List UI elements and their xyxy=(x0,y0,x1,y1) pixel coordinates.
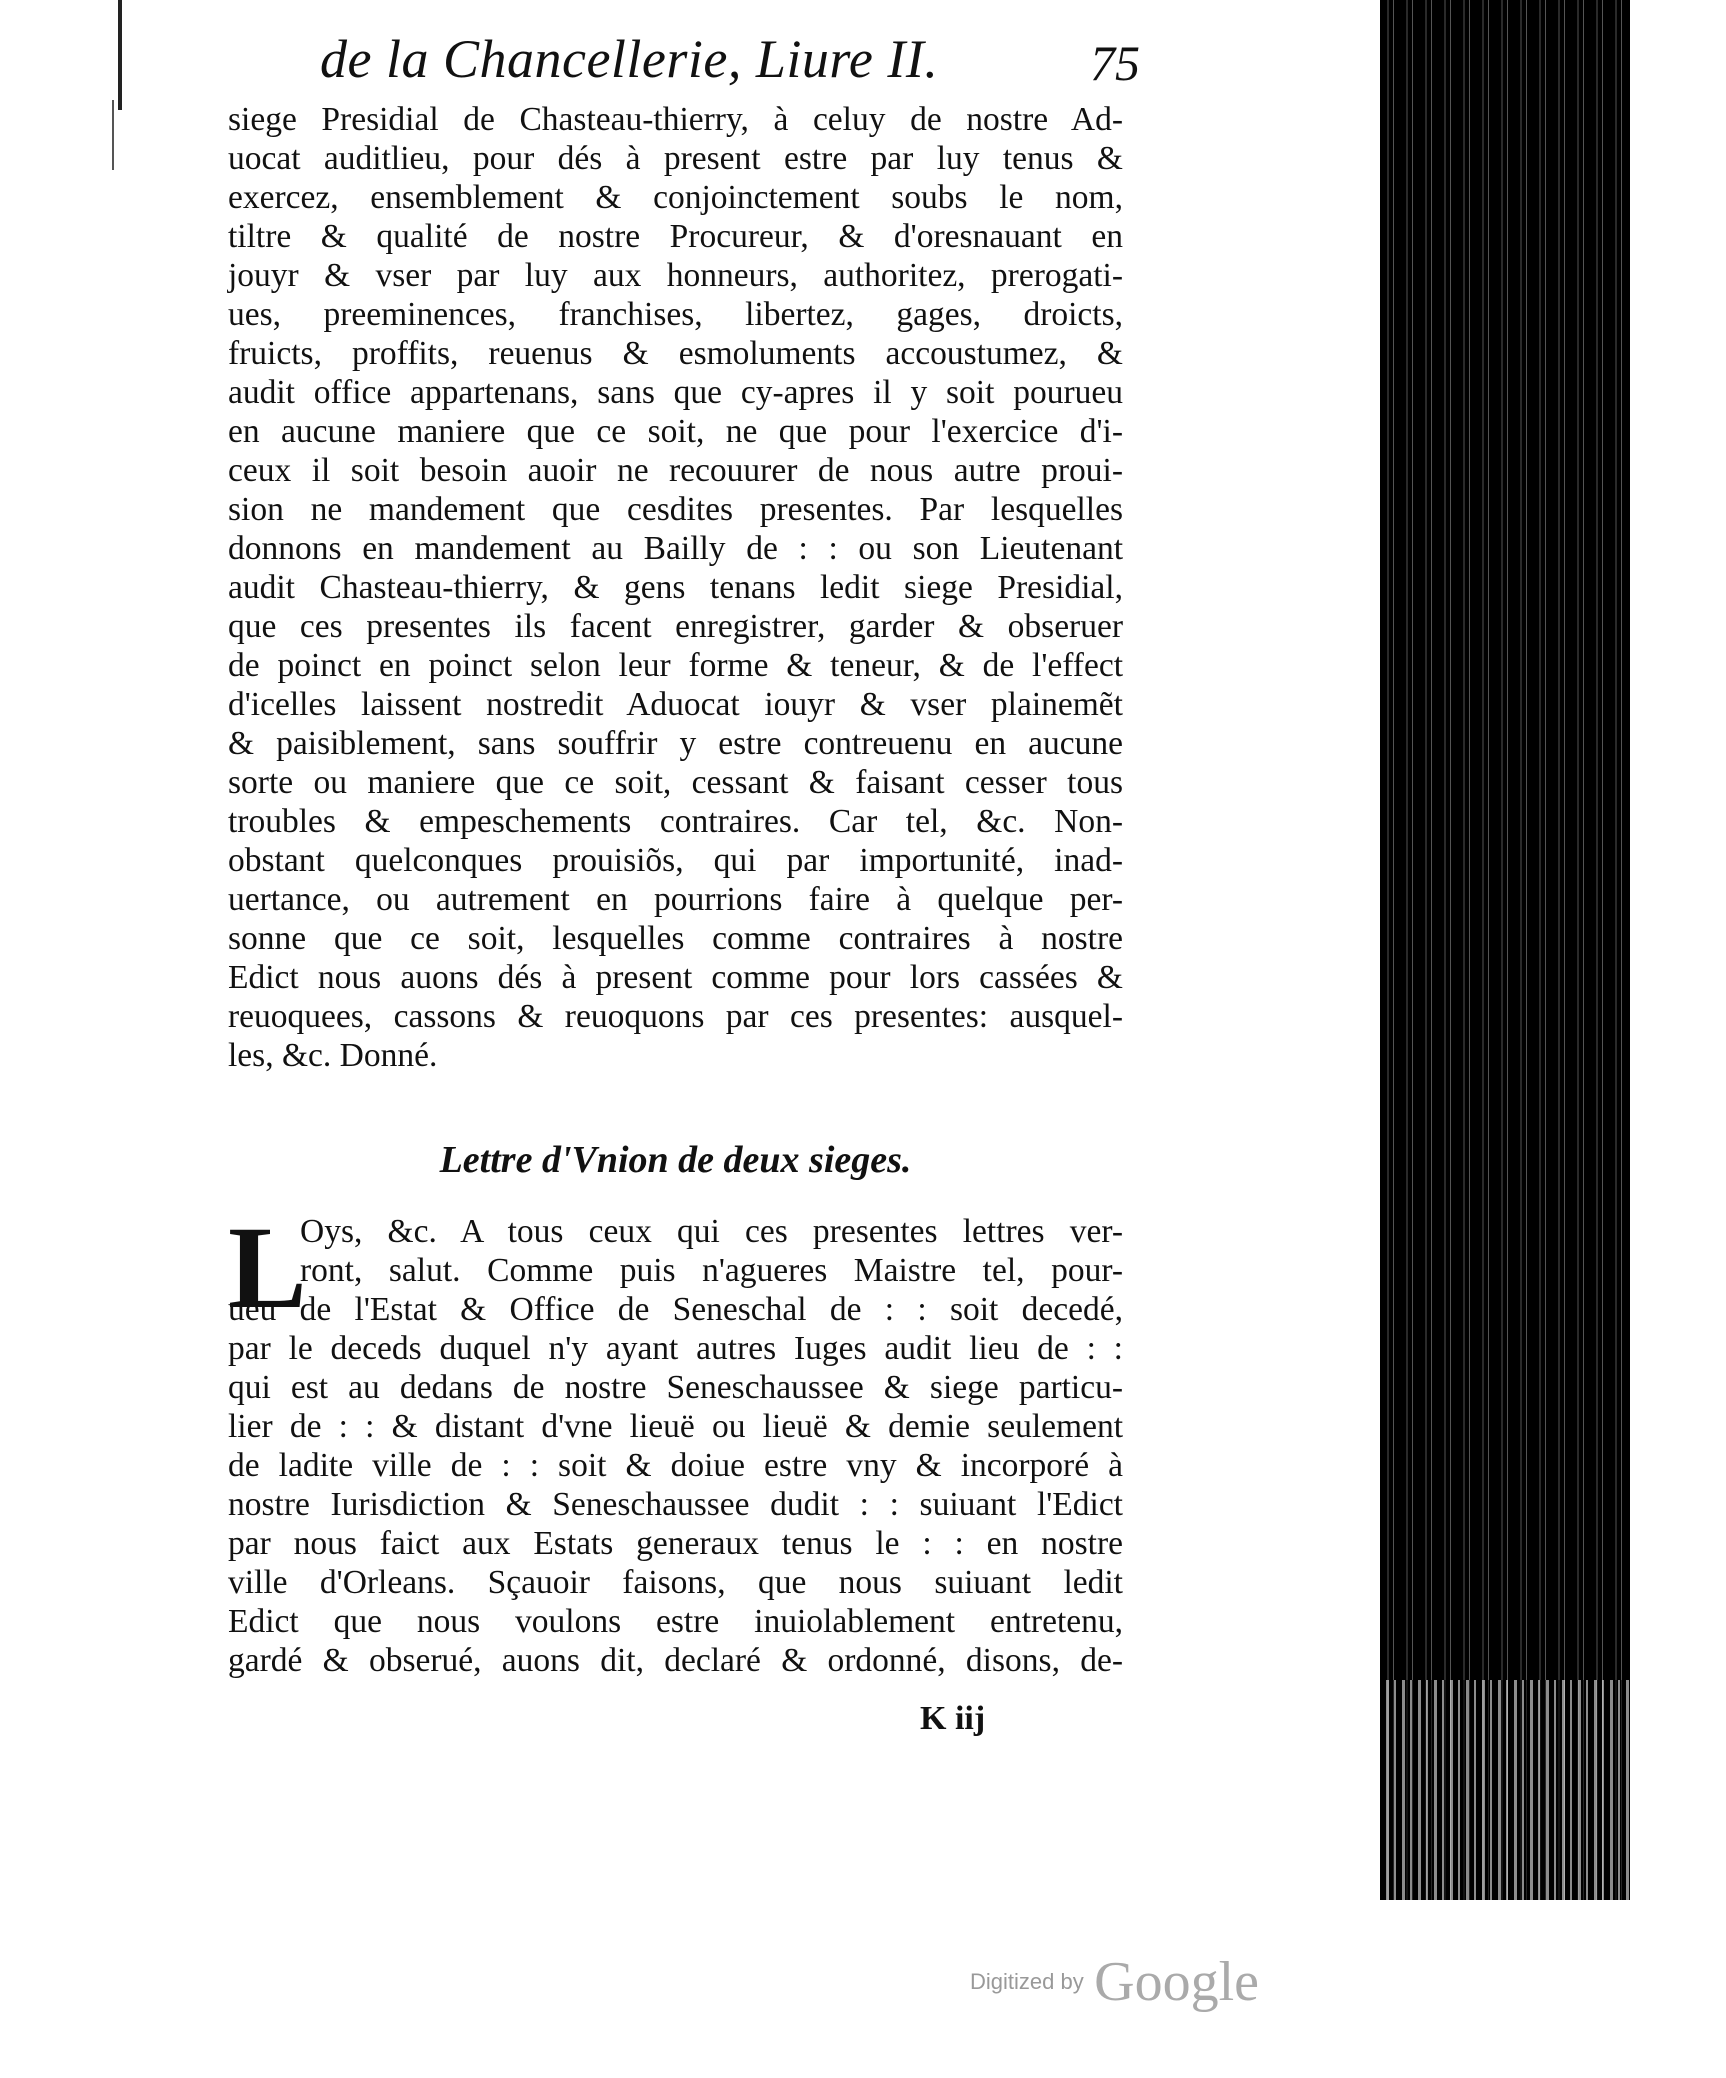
text-line: que ces presentes ils facent enregistrer, garder & obseruer xyxy=(228,608,1123,645)
text-line: les, &c. Donné. xyxy=(228,1037,438,1074)
text-line: obstant quelconques prouisiõs, qui par importunité, inad- xyxy=(228,842,1123,879)
body-passage-1 xyxy=(228,100,1123,1075)
text-line: Edict que nous voulons estre inuiolablement entretenu, xyxy=(228,1603,1123,1640)
page-header xyxy=(320,28,1140,98)
gutter-mark xyxy=(118,0,122,110)
text-line: sion ne mandement que cesdites presentes. Par lesquelles xyxy=(228,491,1123,528)
page-number: 75 xyxy=(1090,35,1140,91)
text-line: nostre Iurisdiction & Seneschaussee dudit : : suiuant l'Edict xyxy=(228,1486,1123,1523)
text-line: exercez, ensemblement & conjoinctement soubs le nom, xyxy=(228,179,1123,216)
text-line: ront, salut. Comme puis n'agueres Maistre tel, pour- xyxy=(300,1252,1123,1289)
signature-mark: K iij xyxy=(920,1700,986,1737)
text-line: siege Presidial de Chasteau-thierry, à celuy de nostre Ad- xyxy=(228,101,1123,138)
text-line: sonne que ce soit, lesquelles comme contraires à nostre xyxy=(228,920,1123,957)
text-line: reuoquees, cassons & reuoquons par ces presentes: ausquel- xyxy=(228,998,1123,1035)
text-line: & paisiblement, sans souffrir y estre contreuenu en aucune xyxy=(228,725,1123,762)
running-title: de la Chancellerie, Liure II. xyxy=(320,29,939,89)
gutter-mark xyxy=(112,100,114,170)
text-line: audit Chasteau-thierry, & gens tenans ledit siege Presidial, xyxy=(228,569,1123,606)
text-line: de ladite ville de : : soit & doiue estre vny & incorporé à xyxy=(228,1447,1123,1484)
text-line: sorte ou maniere que ce soit, cessant & faisant cesser tous xyxy=(228,764,1123,801)
text-line: troubles & empeschements contraires. Car tel, &c. Non- xyxy=(228,803,1123,840)
text-line: uertance, ou autrement en pourrions faire à quelque per- xyxy=(228,881,1123,918)
text-line: par le deceds duquel n'y ayant autres Iuges audit lieu de : : xyxy=(228,1330,1123,1367)
text-line: ues, preeminences, franchises, libertez, gages, droicts, xyxy=(228,296,1123,333)
text-line: ville d'Orleans. Sçauoir faisons, que nous suiuant ledit xyxy=(228,1564,1123,1601)
text-line: de poinct en poinct selon leur forme & teneur, & de l'effect xyxy=(228,647,1123,684)
digitization-watermark xyxy=(970,1950,1259,2014)
watermark-brand: Google xyxy=(1094,1951,1260,2013)
text-line: jouyr & vser par luy aux honneurs, authoritez, prerogati- xyxy=(228,257,1123,294)
section-heading: Lettre d'Vnion de deux sieges. xyxy=(439,1139,912,1181)
page-edge-shadow xyxy=(1380,0,1630,1900)
drop-cap: L xyxy=(228,1202,307,1333)
text-line: uocat auditlieu, pour dés à present estre par luy tenus & xyxy=(228,140,1123,177)
text-line: ceux il soit besoin auoir ne recouurer de nous autre proui- xyxy=(228,452,1123,489)
text-line: en aucune maniere que ce soit, ne que pour l'exercice d'i- xyxy=(228,413,1123,450)
text-line: tiltre & qualité de nostre Procureur, & d'oresnauant en xyxy=(228,218,1123,255)
text-line: audit office appartenans, sans que cy-apres il y soit pourueu xyxy=(228,374,1123,411)
text-line: qui est au dedans de nostre Seneschaussee & siege particu- xyxy=(228,1369,1123,1406)
text-line: par nous faict aux Estats generaux tenus le : : en nostre xyxy=(228,1525,1123,1562)
text-line: Oys, &c. A tous ceux qui ces presentes lettres ver- xyxy=(300,1213,1123,1250)
body-passage-2 xyxy=(228,1202,1123,1680)
text-line: gardé & obserué, auons dit, declaré & ordonné, disons, de- xyxy=(228,1642,1123,1679)
text-line: ueu de l'Estat & Office de Seneschal de : : soit decedé, xyxy=(228,1291,1123,1328)
text-line: donnons en mandement au Bailly de : : ou son Lieutenant xyxy=(228,530,1123,567)
watermark-prefix: Digitized by xyxy=(970,1969,1084,1994)
text-line: lier de : : & distant d'vne lieuë ou lieuë & demie seulement xyxy=(228,1408,1123,1445)
text-line: d'icelles laissent nostredit Aduocat iouyr & vser plainemẽt xyxy=(228,686,1123,723)
text-line: fruicts, proffits, reuenus & esmoluments accoustumez, & xyxy=(228,335,1123,372)
text-line: Edict nous auons dés à present comme pour lors cassées & xyxy=(228,959,1123,996)
